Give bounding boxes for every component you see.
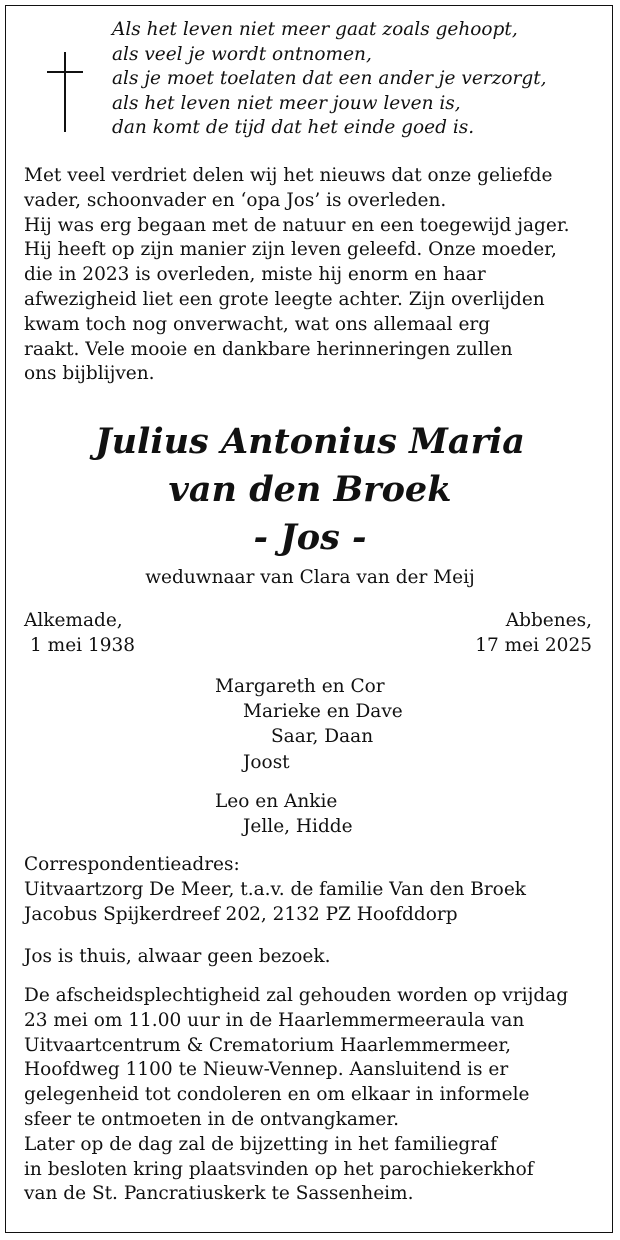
ceremony-line: sfeer te ontmoeten in de ontvangkamer. (24, 1108, 400, 1130)
family-line: Saar, Daan (271, 726, 374, 747)
poem-line: dan komt de tijd dat het einde goed is. (112, 117, 475, 139)
ceremony-line: gelegenheid tot condoleren en om elkaar in informele (24, 1084, 530, 1106)
intro-line: Met veel verdriet delen wij het nieuws dat onze geliefde (24, 165, 553, 186)
home-note-line: Jos is thuis, alwaar geen bezoek. (24, 946, 331, 967)
poem-line: als je moet toelaten dat een ander je verzorgt, (112, 68, 547, 90)
family-line: Margareth en Cor (215, 676, 385, 697)
deceased-nickname: - Jos - (253, 517, 367, 558)
ceremony-line: van de St. Pancratiuskerk te Sassenheim. (24, 1183, 414, 1205)
intro-text (24, 164, 600, 387)
poem-line: als het leven niet meer jouw leven is, (112, 92, 461, 114)
intro-line: vader, schoonvader en ‘opa Jos’ is overleden. (24, 189, 447, 211)
ceremony-line: 23 mei om 11.00 uur in de Haarlemmermeeraula van (24, 1009, 525, 1031)
poem-line: als veel je wordt ontnomen, (112, 43, 372, 65)
death-info (475, 608, 592, 658)
ceremony-line: Uitvaartcentrum & Crematorium Haarlemmermeer, (24, 1034, 512, 1056)
ceremony-line: Hoofdweg 1100 te Nieuw-Vennep. Aansluitend is er (24, 1059, 509, 1081)
intro-line: afwezigheid liet een grote leegte achter. Zijn overlijden (24, 288, 545, 310)
cross-icon (64, 52, 66, 132)
family-line: Joost (243, 752, 290, 773)
family-line: Marieke en Dave (243, 701, 403, 722)
ceremony-line: De afscheidsplechtigheid zal gehouden worden op vrijdag (24, 985, 569, 1006)
cross-icon-bar (47, 71, 83, 73)
intro-line: Hij was erg begaan met de natuur en een toegewijd jager. (24, 214, 570, 236)
poem (112, 18, 602, 141)
correspondence-line: Uitvaartzorg De Meer, t.a.v. de familie Van den Broek (24, 878, 526, 900)
intro-line: raakt. Vele mooie en dankbare herinneringen zullen (24, 338, 513, 360)
poem-line: Als het leven niet meer gaat zoals gehoopt, (112, 19, 518, 40)
ceremony-line: in besloten kring plaatsvinden op het parochiekerkhof (24, 1158, 534, 1180)
birth-place: Alkemade, (24, 610, 123, 631)
deceased-name-line2: van den Broek (168, 469, 452, 510)
ceremony-text (24, 984, 600, 1207)
intro-line: die in 2023 is overleden, miste hij enorm en haar (24, 264, 486, 286)
correspondence-line: Jacobus Spijkerdreef 202, 2132 PZ Hoofddorp (24, 903, 458, 925)
birth-date: 1 mei 1938 (30, 635, 136, 656)
deceased-name-line1: Julius Antonius Maria (95, 421, 525, 462)
home-note (24, 945, 600, 970)
death-date: 17 mei 2025 (475, 635, 592, 656)
death-place: Abbenes, (505, 610, 592, 631)
ceremony-line: Later op de dag zal de bijzetting in het familiegraf (24, 1133, 497, 1155)
intro-line: Hij heeft op zijn manier zijn leven geleefd. Onze moeder, (24, 239, 557, 261)
correspondence-address (24, 853, 600, 927)
correspondence-line: Correspondentieadres: (24, 854, 240, 875)
widower-line: weduwnaar van Clara van der Meij (145, 567, 475, 588)
birth-info (24, 608, 135, 658)
intro-line: ons bijblijven. (24, 363, 155, 385)
intro-line: kwam toch nog onverwacht, wat ons allemaal erg (24, 313, 491, 335)
family-line: Jelle, Hidde (243, 816, 353, 837)
family-line: Leo en Ankie (215, 791, 338, 812)
